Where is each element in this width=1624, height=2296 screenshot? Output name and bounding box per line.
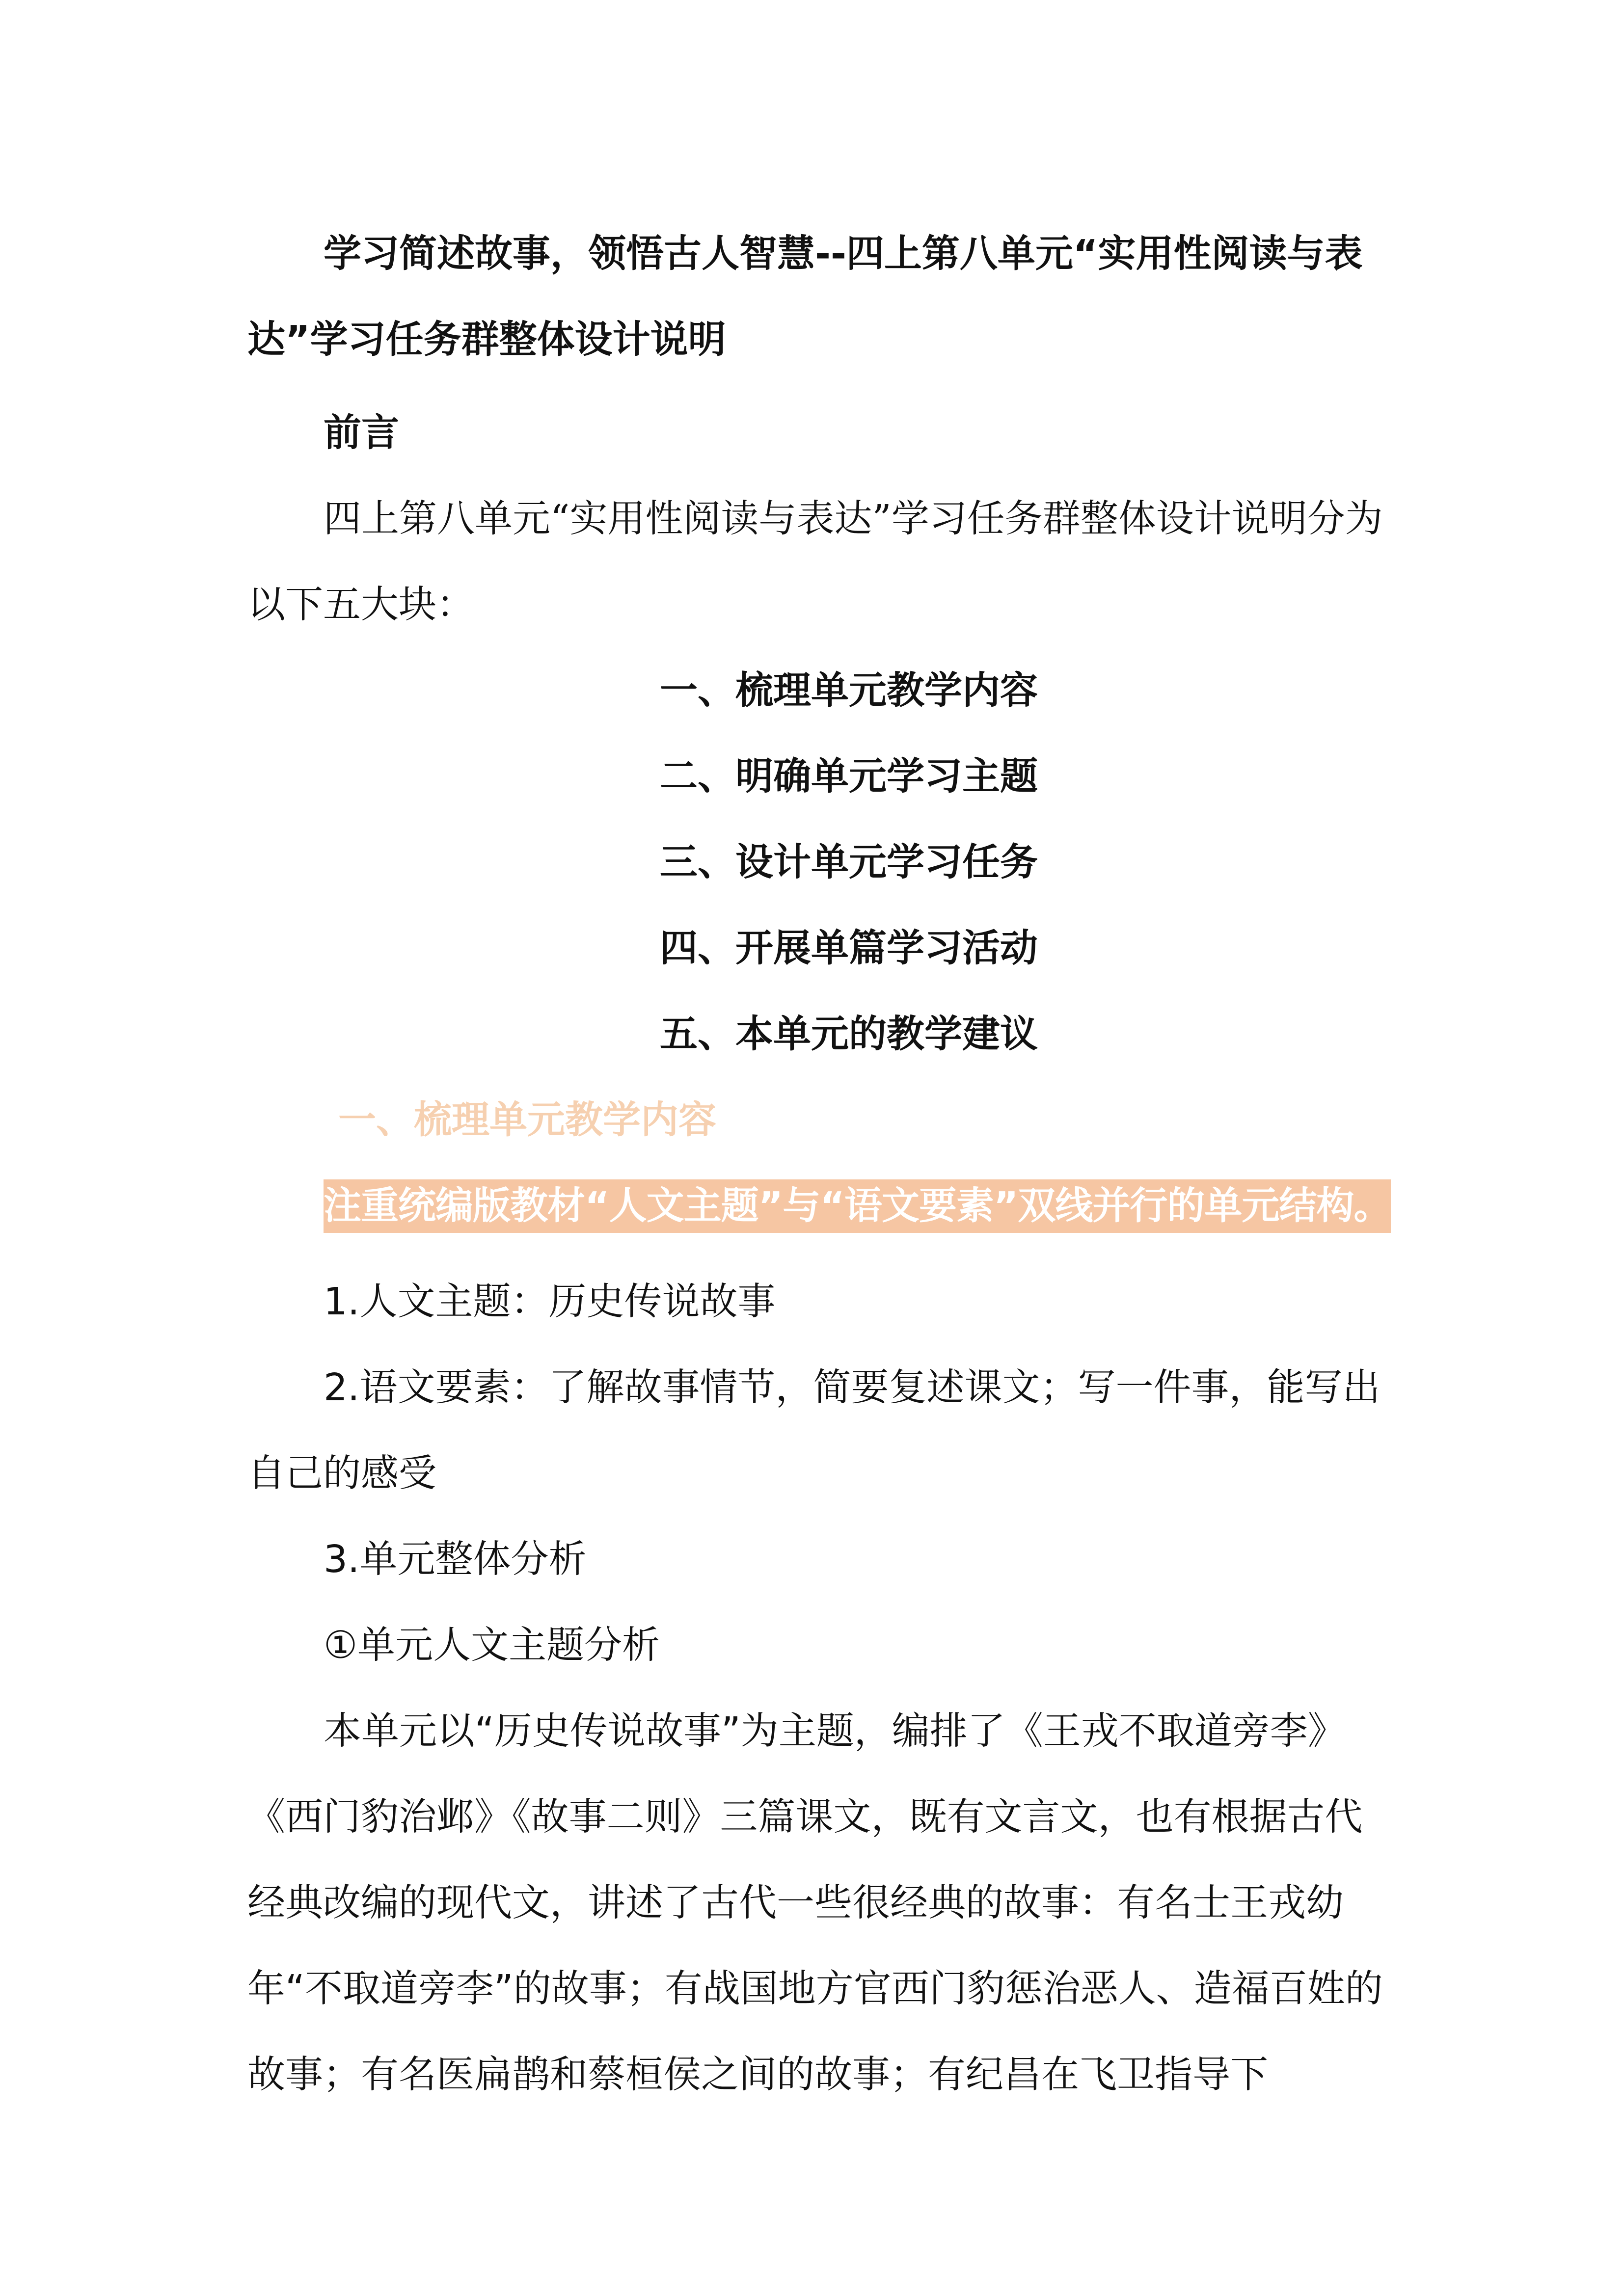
intro-paragraph: 四上第八单元“实用性阅读与表达”学习任务群整体设计说明分为以下五大块： — [247, 497, 1383, 627]
outline-list — [247, 648, 1391, 1077]
body-paragraph: 本单元以“历史传说故事”为主题，编排了《王戎不取道旁李》《西门豹治邺》《故事二则》三篇课文，既有文言文，也有根据古代经典改编的现代文，讲述了古代一些很经典的故事：有名士王戎幼年“不取道旁李”的故事；有战国地方官西门豹惩治恶人、造福百姓的故事；有名医扁鹊和蔡桓侯之间的故事；有纪昌在飞卫指导下 — [247, 1709, 1383, 2097]
item-language-elements: 2.语文要素：了解故事情节，简要复述课文；写一件事，能写出自己的感受 — [247, 1366, 1380, 1495]
preface-heading: 前言 — [324, 411, 399, 455]
item-humanistic-theme: 1.人文主题：历史传说故事 — [324, 1280, 776, 1324]
highlight-line — [247, 1163, 1391, 1259]
outline-item: 三、设计单元学习任务 — [660, 841, 1038, 884]
outline-item: 二、明确单元学习主题 — [660, 755, 1038, 799]
section-1-title: 一、梳理单元教学内容 — [338, 1098, 716, 1142]
item-unit-analysis: 3.单元整体分析 — [324, 1538, 587, 1581]
outline-item: 五、本单元的教学建议 — [660, 1013, 1038, 1056]
highlighted-statement: 注重统编版教材“人文主题”与“语文要素”双线并行的单元结构。 — [324, 1179, 1391, 1233]
document-content — [247, 211, 1391, 2118]
outline-item: 一、梳理单元教学内容 — [660, 669, 1038, 713]
item-theme-analysis: ①单元人文主题分析 — [324, 1624, 660, 1667]
document-title: 学习简述故事，领悟古人智慧--四上第八单元“实用性阅读与表达”学习任务群整体设计说明 — [247, 232, 1363, 362]
outline-item: 四、开展单篇学习活动 — [660, 927, 1038, 970]
